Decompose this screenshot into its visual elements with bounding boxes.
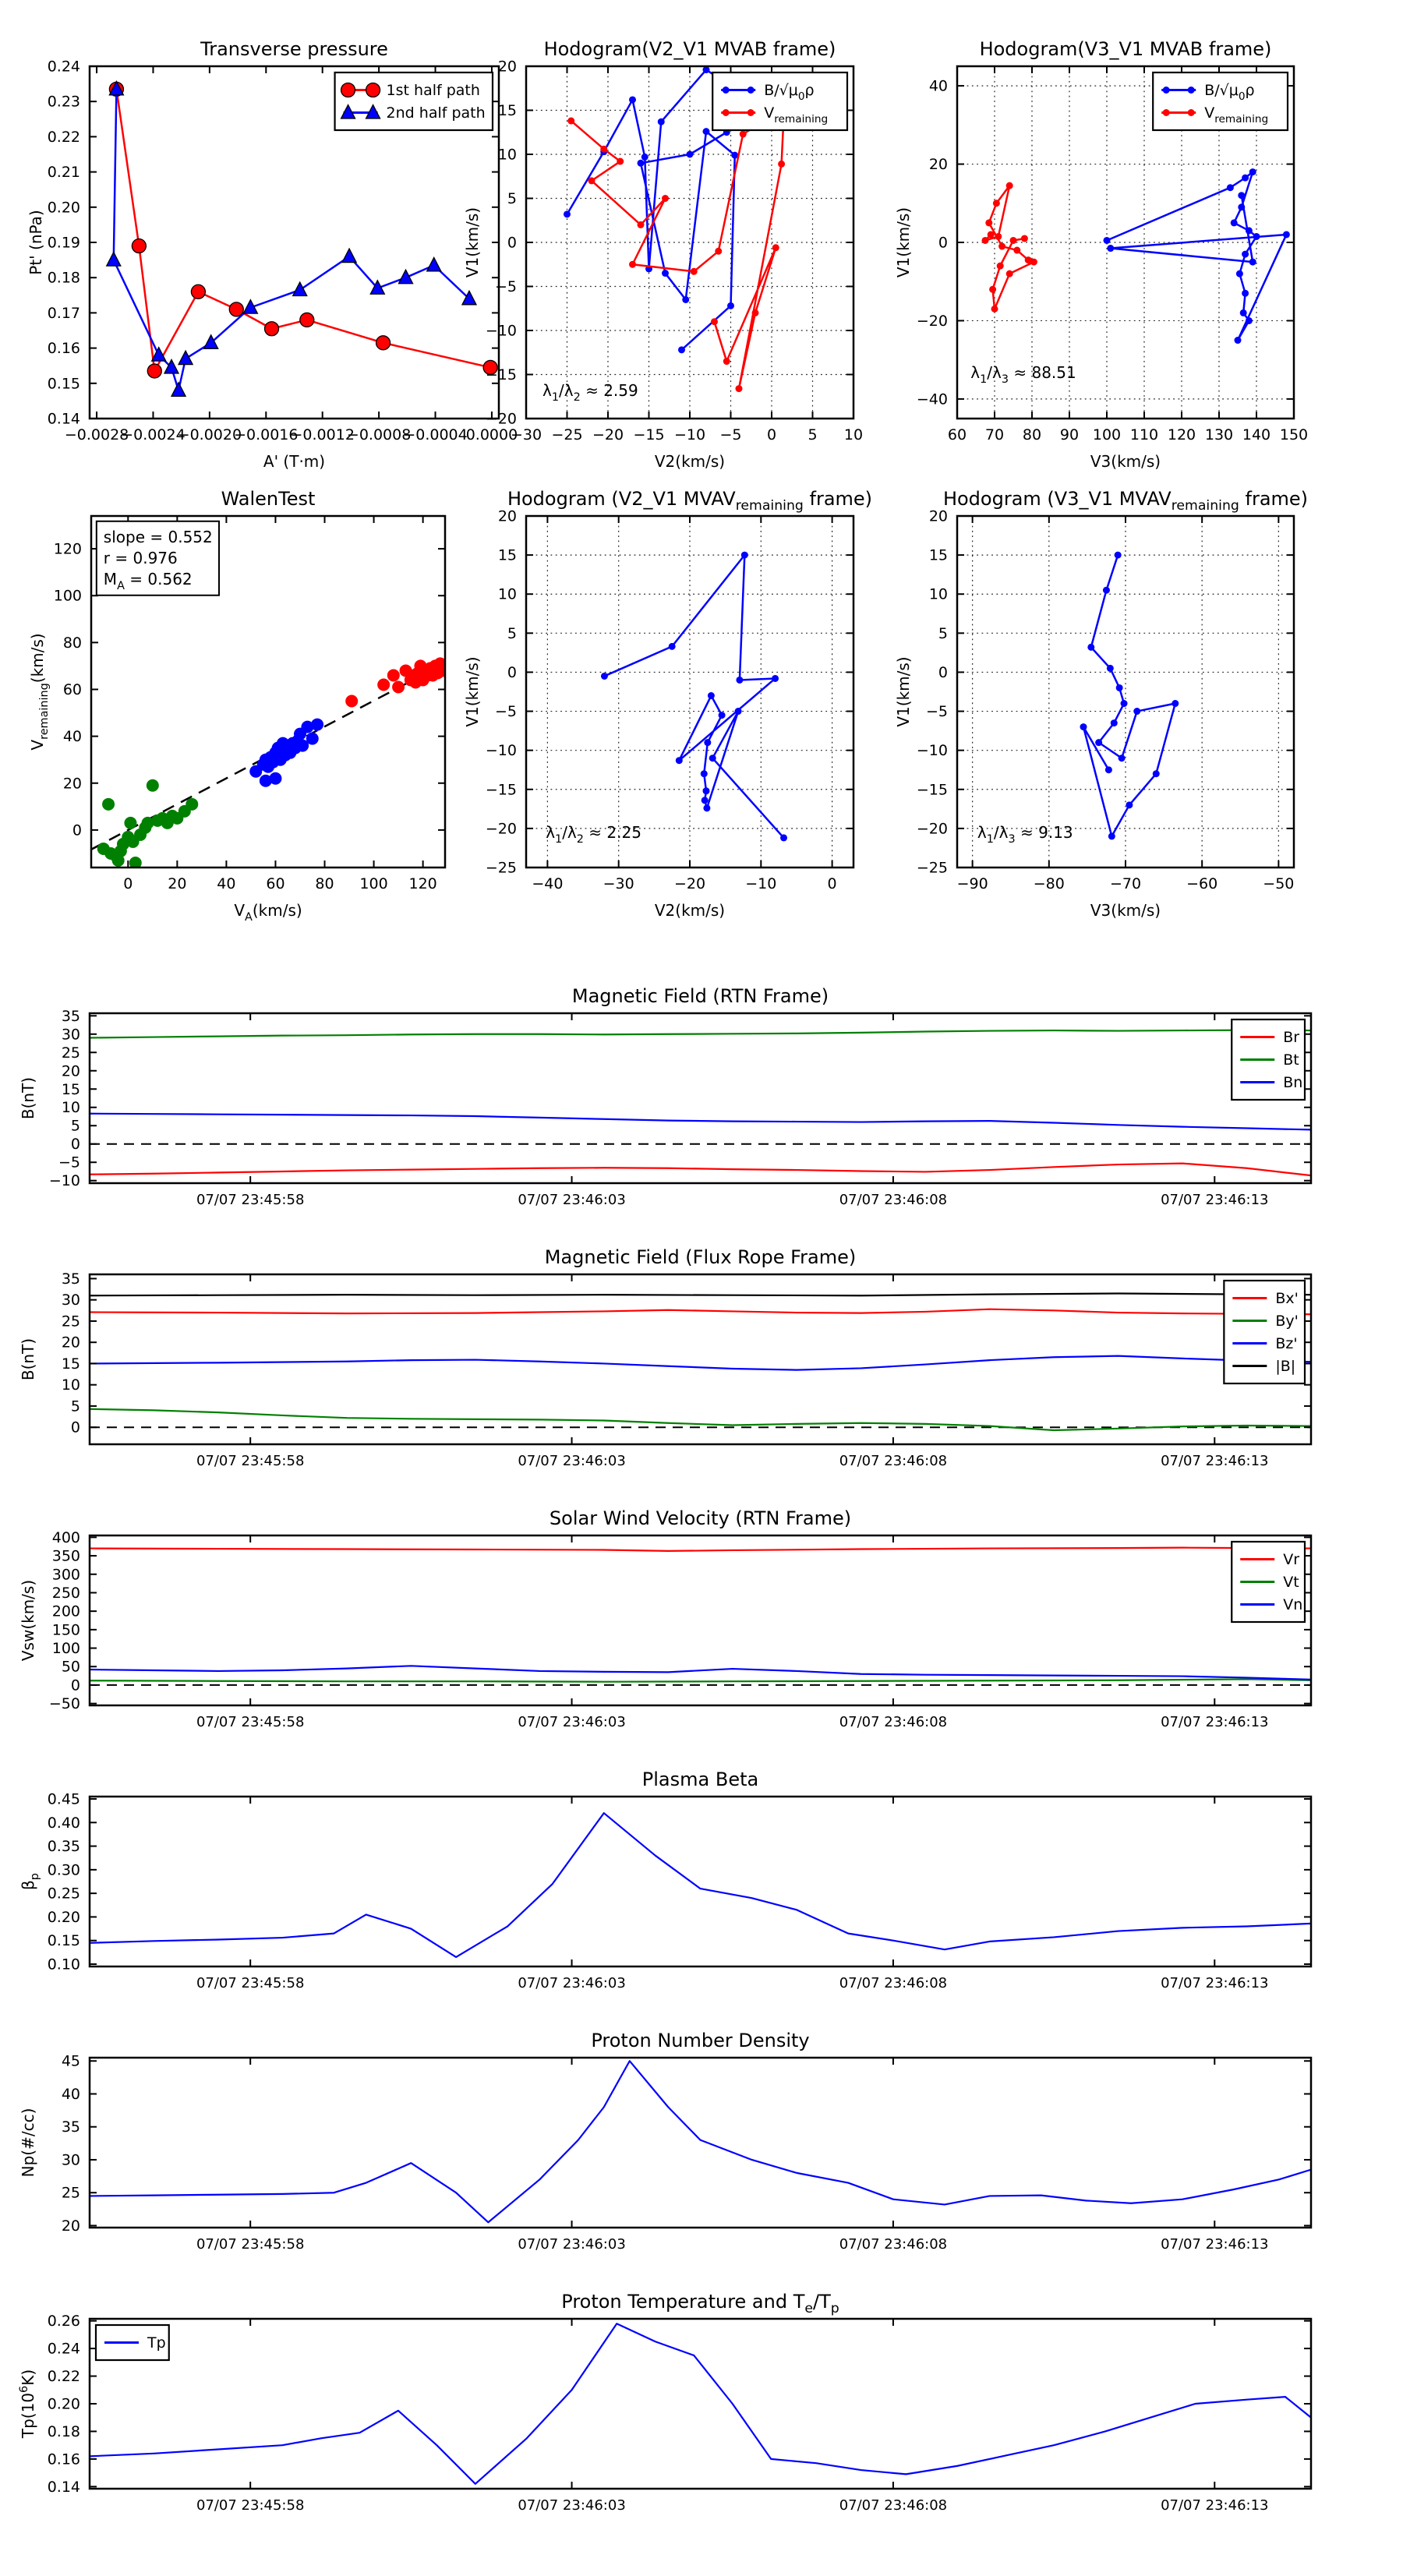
x-tick-label: −90 — [956, 875, 988, 892]
x-tick-label: 07/07 23:46:03 — [518, 2497, 626, 2514]
y-tick-label: −20 — [485, 820, 517, 838]
x-tick-label: 0 — [123, 875, 133, 892]
y-tick-label: 350 — [51, 1547, 80, 1565]
y-tick-label: 10 — [928, 585, 948, 603]
stats-line: r = 0.976 — [103, 549, 178, 568]
x-tick-label: 07/07 23:46:03 — [518, 1975, 626, 1991]
y-tick-label: 0.16 — [47, 340, 80, 358]
x-tick-label: 60 — [266, 875, 285, 892]
annotation-text: $\lambda_1/\lambda_3 \approx 88.51$ — [970, 363, 1076, 387]
y-tick-label: 120 — [53, 540, 82, 558]
y-tick-label: −20 — [485, 410, 517, 428]
legend-label: 2nd half path — [386, 104, 486, 122]
legend — [96, 2325, 169, 2360]
legend — [1224, 1281, 1305, 1383]
y-tick-label: 25 — [61, 1044, 80, 1062]
legend — [1153, 72, 1288, 130]
x-tick-label: 20 — [168, 875, 187, 892]
y-tick-label: 80 — [62, 634, 82, 652]
y-tick-label: 5 — [938, 624, 948, 642]
y-tick-label: 0.22 — [47, 2368, 80, 2386]
x-tick-label: −0.0024 — [121, 426, 186, 443]
x-tick-label: 07/07 23:46:03 — [518, 2236, 626, 2253]
y-axis-label: V1(km/s) — [463, 207, 482, 278]
chart-hodogram-v3v1-mvab — [894, 38, 1308, 471]
y-tick-label: 0 — [938, 663, 948, 681]
stats-line: $M_A = 0.562$ — [103, 570, 193, 593]
annotation-text: $\lambda_1/\lambda_2 \approx 2.25$ — [546, 822, 641, 846]
plot-area — [90, 1013, 1311, 1183]
y-tick-label: 0.30 — [47, 1861, 80, 1879]
legend-label: $V_{remaining}$ — [764, 104, 829, 125]
y-tick-label: 0.40 — [47, 1814, 80, 1832]
x-tick-label: 07/07 23:46:13 — [1161, 1975, 1269, 1991]
legend-label: Bz' — [1275, 1335, 1298, 1352]
y-tick-label: 100 — [53, 587, 82, 605]
y-tick-label: 15 — [61, 1080, 80, 1098]
x-tick-label: 07/07 23:46:03 — [518, 1453, 626, 1469]
y-tick-label: 20 — [497, 507, 517, 525]
y-tick-label: −15 — [485, 781, 517, 799]
y-tick-label: −5 — [494, 278, 517, 295]
y-tick-label: 50 — [61, 1658, 80, 1676]
x-tick-label: 40 — [217, 875, 236, 892]
plot-area — [90, 2319, 1311, 2489]
y-tick-label: 0 — [70, 1136, 80, 1154]
x-tick-label: 07/07 23:46:08 — [839, 2497, 948, 2514]
y-tick-label: 0.20 — [47, 1908, 80, 1926]
y-tick-label: 20 — [928, 156, 948, 174]
y-tick-label: −15 — [916, 781, 948, 799]
x-tick-label: 100 — [359, 875, 388, 892]
x-tick-label: 70 — [984, 426, 1005, 443]
legend — [1232, 1019, 1305, 1100]
x-tick-label: −80 — [1033, 875, 1065, 892]
x-tick-label: 07/07 23:46:13 — [1161, 1453, 1269, 1469]
x-tick-label: 07/07 23:46:13 — [1161, 1714, 1269, 1730]
x-tick-label: −15 — [633, 426, 665, 443]
y-tick-label: 30 — [61, 1292, 80, 1309]
y-tick-label: 0.23 — [47, 93, 80, 111]
x-tick-label: 07/07 23:46:03 — [518, 1192, 626, 1208]
y-tick-label: 250 — [51, 1584, 80, 1602]
y-tick-label: −20 — [916, 820, 948, 838]
chart-hodogram-v2v1-mvab — [463, 38, 863, 471]
chart-title: WalenTest — [221, 488, 316, 510]
annotation-text: $\lambda_1/\lambda_2 \approx 2.59$ — [542, 380, 638, 404]
y-tick-label: 0.24 — [47, 58, 80, 76]
y-tick-label: 0.14 — [47, 410, 80, 428]
y-tick-label: 150 — [51, 1621, 80, 1639]
y-tick-label: 100 — [51, 1640, 80, 1658]
y-tick-label: −10 — [485, 322, 517, 340]
x-tick-label: 0 — [766, 426, 777, 443]
y-tick-label: 0.10 — [47, 1956, 80, 1974]
x-tick-label: 140 — [1242, 426, 1271, 443]
annotation-text: $\lambda_1/\lambda_3 \approx 9.13$ — [977, 822, 1073, 846]
y-axis-label: B(nT) — [19, 1337, 37, 1381]
y-axis-label: B(nT) — [19, 1076, 37, 1120]
x-tick-label: 07/07 23:45:58 — [196, 1453, 305, 1469]
y-tick-label: 15 — [497, 546, 517, 564]
x-tick-label: −0.0028 — [64, 426, 129, 443]
y-tick-label: 0 — [70, 1677, 80, 1694]
x-tick-label: 0 — [827, 875, 837, 892]
x-axis-label: V2(km/s) — [654, 901, 726, 920]
chart-mag-field-rtn — [19, 985, 1311, 1208]
legend-label: Br — [1283, 1029, 1300, 1046]
chart-title: Hodogram (V2_V1 $MVAV_{remaining}$ frame) — [507, 488, 873, 514]
y-tick-label: −5 — [494, 703, 517, 721]
y-tick-label: 0.35 — [47, 1838, 80, 1856]
y-tick-label: −25 — [485, 859, 517, 877]
chart-title: Hodogram(V2_V1 MVAB frame) — [543, 38, 836, 60]
chart-plasma-beta — [19, 1769, 1311, 1991]
y-tick-label: 15 — [497, 102, 517, 119]
x-tick-label: 07/07 23:46:13 — [1161, 2497, 1269, 2514]
y-tick-label: 400 — [51, 1528, 80, 1546]
y-tick-label: 0 — [507, 234, 517, 252]
legend-label: Vr — [1283, 1551, 1300, 1568]
chart-title: Proton Number Density — [591, 2030, 810, 2051]
x-axis-label: A' (T·m) — [263, 452, 326, 471]
y-tick-label: 40 — [928, 77, 948, 95]
y-tick-label: 5 — [70, 1398, 80, 1415]
x-axis-label: V3(km/s) — [1090, 452, 1161, 471]
chart-title: Magnetic Field (RTN Frame) — [571, 985, 829, 1007]
y-tick-label: 5 — [507, 624, 517, 642]
legend-label: $V_{remaining}$ — [1204, 104, 1269, 125]
y-tick-label: −5 — [58, 1154, 80, 1171]
y-tick-label: −15 — [485, 366, 517, 383]
chart-proton-temperature — [18, 2291, 1311, 2514]
x-tick-label: 07/07 23:45:58 — [196, 1714, 305, 1730]
y-tick-label: 0.18 — [47, 2422, 80, 2440]
y-tick-label: 10 — [497, 585, 517, 603]
chart-title: Plasma Beta — [641, 1769, 759, 1790]
y-axis-label: Vsw(km/s) — [19, 1579, 37, 1662]
x-tick-label: 07/07 23:45:58 — [196, 2236, 305, 2253]
y-tick-label: 20 — [61, 2217, 80, 2235]
y-tick-label: 35 — [61, 2118, 80, 2136]
y-tick-label: 0.20 — [47, 2395, 80, 2413]
x-tick-label: 60 — [947, 426, 967, 443]
x-tick-label: −10 — [745, 875, 777, 892]
chart-title: Solar Wind Velocity (RTN Frame) — [549, 1507, 852, 1529]
x-tick-label: −25 — [551, 426, 583, 443]
chart-proton-number-density — [19, 2030, 1311, 2253]
y-tick-label: 15 — [61, 1355, 80, 1373]
legend-label: $B/√\mu_0\rho$ — [1204, 82, 1255, 103]
x-axis-label: $V_A(km/s)$ — [234, 901, 302, 924]
chart-walen-test — [28, 488, 449, 924]
y-tick-label: 0.26 — [47, 2313, 80, 2330]
legend-label: $B/√\mu_0\rho$ — [764, 82, 815, 103]
plot-area — [957, 516, 1294, 868]
x-tick-label: −0.0008 — [346, 426, 412, 443]
y-tick-label: 0.25 — [47, 1885, 80, 1903]
x-tick-label: 10 — [843, 426, 864, 443]
y-tick-label: 0.24 — [47, 2340, 80, 2358]
y-tick-label: 0 — [507, 663, 517, 681]
legend-label: |B| — [1275, 1358, 1296, 1375]
y-tick-label: 10 — [61, 1376, 80, 1394]
y-tick-label: 35 — [61, 1007, 80, 1025]
x-tick-label: −30 — [603, 875, 634, 892]
y-axis-label: $\beta_p$ — [19, 1873, 41, 1890]
y-axis-label: Np(#/cc) — [19, 2108, 37, 2178]
x-tick-label: 100 — [1092, 426, 1122, 443]
x-tick-label: 07/07 23:46:08 — [839, 2236, 948, 2253]
legend — [712, 72, 847, 130]
y-tick-label: 20 — [497, 58, 517, 76]
y-tick-label: 0.21 — [47, 164, 80, 182]
x-tick-label: −50 — [1263, 875, 1295, 892]
legend-label: Tp — [147, 2334, 166, 2352]
y-tick-label: −10 — [485, 742, 517, 760]
x-tick-label: 80 — [1022, 426, 1042, 443]
stats-line: slope = 0.552 — [103, 528, 213, 547]
x-tick-label: −0.0004 — [403, 426, 468, 443]
y-tick-label: −25 — [916, 859, 948, 877]
y-tick-label: −10 — [48, 1172, 80, 1190]
y-tick-label: 0 — [938, 234, 948, 252]
x-tick-label: 07/07 23:46:13 — [1161, 1192, 1269, 1208]
chart-title: Transverse pressure — [200, 38, 388, 60]
chart-hodogram-v3v1-mvav — [894, 488, 1308, 920]
legend-label: By' — [1275, 1313, 1299, 1330]
plot-area — [90, 1797, 1311, 1966]
x-tick-label: −70 — [1109, 875, 1142, 892]
x-tick-label: −0.0016 — [234, 426, 299, 443]
x-tick-label: 80 — [315, 875, 334, 892]
y-tick-label: 200 — [51, 1602, 80, 1620]
x-tick-label: 07/07 23:46:03 — [518, 1714, 626, 1730]
y-tick-label: 35 — [61, 1270, 80, 1288]
y-tick-label: 0 — [72, 822, 82, 839]
x-axis-label: V2(km/s) — [654, 452, 726, 471]
x-tick-label: 07/07 23:46:08 — [839, 1714, 948, 1730]
x-tick-label: −60 — [1186, 875, 1218, 892]
y-tick-label: 15 — [928, 546, 948, 564]
y-tick-label: −20 — [916, 312, 948, 330]
chart-solar-wind-velocity — [19, 1507, 1311, 1730]
x-tick-label: −0.0012 — [290, 426, 355, 443]
y-tick-label: 0.17 — [47, 304, 80, 322]
y-tick-label: 0.16 — [47, 2451, 80, 2468]
x-tick-label: 110 — [1129, 426, 1159, 443]
x-tick-label: 120 — [1167, 426, 1196, 443]
x-tick-label: 07/07 23:46:13 — [1161, 2236, 1269, 2253]
y-tick-label: −40 — [916, 390, 948, 408]
y-tick-label: 0.18 — [47, 269, 80, 287]
x-tick-label: −10 — [673, 426, 706, 443]
y-tick-label: 5 — [70, 1117, 80, 1135]
y-tick-label: 40 — [61, 2085, 80, 2103]
x-tick-label: −20 — [592, 426, 624, 443]
x-tick-label: 07/07 23:45:58 — [196, 1975, 305, 1991]
x-tick-label: 90 — [1059, 426, 1080, 443]
y-tick-label: −10 — [916, 742, 948, 760]
y-tick-label: 20 — [61, 1334, 80, 1352]
y-tick-label: 10 — [61, 1099, 80, 1117]
legend-label: 1st half path — [386, 82, 480, 99]
y-tick-label: 0.14 — [47, 2478, 80, 2496]
y-tick-label: 20 — [61, 1062, 80, 1080]
chart-title: Proton Temperature and $T_e/T_p$ — [561, 2291, 839, 2316]
plot-area — [90, 1274, 1311, 1444]
chart-transverse-pressure — [27, 38, 518, 471]
chart-title: Magnetic Field (Flux Rope Frame) — [544, 1246, 857, 1268]
y-tick-label: 25 — [61, 2184, 80, 2202]
x-tick-label: 130 — [1204, 426, 1234, 443]
y-axis-label: V1(km/s) — [894, 656, 913, 727]
x-tick-label: 5 — [808, 426, 818, 443]
x-tick-label: −5 — [719, 426, 742, 443]
y-tick-label: 300 — [51, 1566, 80, 1584]
y-tick-label: 5 — [507, 190, 517, 207]
x-tick-label: 07/07 23:46:08 — [839, 1975, 948, 1991]
x-tick-label: −30 — [510, 426, 542, 443]
y-tick-label: 0 — [70, 1419, 80, 1436]
x-axis-label: V3(km/s) — [1090, 901, 1161, 920]
y-tick-label: 0.45 — [47, 1790, 80, 1808]
chart-hodogram-v2v1-mvav — [463, 488, 872, 920]
y-axis-label: V1(km/s) — [894, 207, 913, 278]
y-tick-label: −5 — [925, 703, 948, 721]
legend — [1232, 1542, 1305, 1622]
y-tick-label: 45 — [61, 2052, 80, 2070]
y-axis-label: Pt' (nPa) — [27, 210, 45, 275]
x-tick-label: 07/07 23:45:58 — [196, 2497, 305, 2514]
legend-label: Bt — [1283, 1051, 1299, 1069]
legend-label: Bx' — [1275, 1290, 1299, 1307]
y-tick-label: 0.20 — [47, 199, 80, 217]
x-tick-label: −0.0020 — [177, 426, 242, 443]
y-tick-label: 0.15 — [47, 1932, 80, 1950]
x-tick-label: 07/07 23:45:58 — [196, 1192, 305, 1208]
y-tick-label: 25 — [61, 1313, 80, 1330]
plot-area — [526, 516, 853, 868]
chart-mag-field-flux-rope — [19, 1246, 1311, 1469]
legend-label: Bn — [1283, 1074, 1303, 1091]
x-tick-label: 150 — [1279, 426, 1309, 443]
y-tick-label: 10 — [497, 146, 517, 164]
y-tick-label: 0.15 — [47, 375, 80, 393]
x-tick-label: 120 — [408, 875, 437, 892]
x-tick-label: 0.0000 — [465, 426, 518, 443]
y-tick-label: 30 — [61, 1026, 80, 1044]
x-tick-label: −40 — [532, 875, 564, 892]
legend-label: Vt — [1283, 1574, 1299, 1591]
y-tick-label: 30 — [61, 2151, 80, 2169]
legend-label: Vn — [1283, 1596, 1303, 1613]
y-tick-label: 20 — [928, 507, 948, 525]
plot-area — [90, 2058, 1311, 2228]
y-tick-label: 0.19 — [47, 234, 80, 252]
chart-title: Hodogram (V3_V1 $MVAV_{remaining}$ frame) — [942, 488, 1309, 514]
y-axis-label: V1(km/s) — [463, 656, 482, 727]
y-axis-label: $V_{remaining}(km/s)$ — [28, 633, 51, 751]
y-tick-label: 20 — [62, 775, 82, 793]
y-axis-label: $Tp(10^6K)$ — [18, 2369, 37, 2439]
x-tick-label: −20 — [673, 875, 706, 892]
y-tick-label: −50 — [48, 1695, 80, 1713]
x-tick-label: 07/07 23:46:08 — [839, 1192, 948, 1208]
legend — [335, 72, 493, 130]
x-tick-label: 07/07 23:46:08 — [839, 1453, 948, 1469]
y-tick-label: 40 — [62, 728, 82, 746]
y-tick-label: 0.22 — [47, 128, 80, 146]
chart-title: Hodogram(V3_V1 MVAB frame) — [979, 38, 1272, 60]
y-tick-label: 60 — [62, 680, 82, 698]
